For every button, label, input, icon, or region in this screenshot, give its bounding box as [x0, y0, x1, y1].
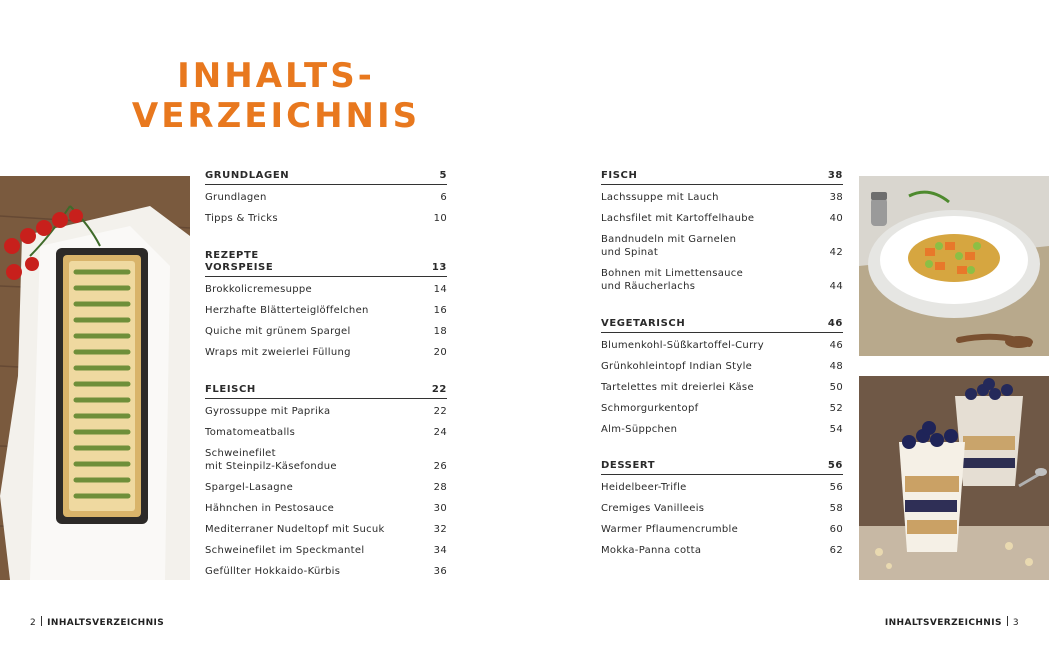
toc-entry[interactable]: Bandnudeln mit Garnelen und Spinat 42: [601, 234, 843, 258]
toc-entry[interactable]: Gyrossuppe mit Paprika 22: [205, 406, 447, 417]
toc-entry[interactable]: Mokka-Panna cotta 62: [601, 545, 843, 556]
toc-entry[interactable]: Quiche mit grünem Spargel 18: [205, 326, 447, 337]
title-line-2: VERZEICHNIS: [131, 96, 421, 136]
section-fisch: [601, 170, 843, 293]
curry-photo: [859, 176, 1049, 356]
trifle-photo: [859, 376, 1049, 580]
toc-entry[interactable]: Lachsfilet mit Kartoffelhaube 40: [601, 213, 843, 224]
toc-entry[interactable]: Alm-Süppchen 54: [601, 424, 843, 435]
toc-entry[interactable]: Wraps mit zweierlei Füllung 20: [205, 347, 447, 358]
toc-entry[interactable]: Herzhafte Blätterteiglöffelchen 16: [205, 305, 447, 316]
toc-entry[interactable]: Spargel-Lasagne 28: [205, 482, 447, 493]
section-heading[interactable]: GRUNDLAGEN 5: [205, 170, 447, 185]
running-title-left: INHALTSVERZEICHNIS: [47, 618, 165, 628]
page-number-right: 3: [1012, 618, 1019, 628]
footer-separator: [41, 616, 42, 626]
toc-entry[interactable]: Schweinefilet im Speckmantel 34: [205, 545, 447, 556]
toc-entry[interactable]: Mediterraner Nudeltopf mit Sucuk 32: [205, 524, 447, 535]
page-title: [126, 56, 426, 136]
toc-entry[interactable]: Heidelbeer-Trifle 56: [601, 482, 843, 493]
page-number-left: 2: [30, 618, 37, 628]
footer-left: [30, 616, 164, 629]
toc-entry[interactable]: Warmer Pflaumencrumble 60: [601, 524, 843, 535]
toc-entry[interactable]: Bohnen mit Limettensauce und Räucherlachs 44: [601, 268, 843, 292]
section-dessert: [601, 460, 843, 557]
toc-entry[interactable]: Schweinefilet mit Steinpilz-Käsefondue 26: [205, 448, 447, 472]
toc-entry[interactable]: Tipps & Tricks 10: [205, 213, 447, 224]
toc-entry[interactable]: Lachssuppe mit Lauch 38: [601, 192, 843, 203]
toc-entry[interactable]: Brokkolicremesuppe 14: [205, 284, 447, 295]
title-line-1: INHALTS-: [177, 56, 375, 96]
footer-separator: [1007, 616, 1008, 626]
section-grundlagen: [205, 170, 447, 225]
toc-entry[interactable]: Tomatomeatballs 24: [205, 427, 447, 438]
toc-entry[interactable]: Grünkohleintopf Indian Style 48: [601, 361, 843, 372]
quiche-photo: [0, 176, 190, 580]
section-heading[interactable]: FISCH 38: [601, 170, 843, 185]
section-heading[interactable]: VEGETARISCH 46: [601, 318, 843, 333]
footer-right: [885, 616, 1019, 629]
section-fleisch: [205, 384, 447, 578]
section-heading[interactable]: REZEPTE VORSPEISE 13: [205, 250, 447, 277]
section-vegetarisch: [601, 318, 843, 436]
section-heading[interactable]: FLEISCH 22: [205, 384, 447, 399]
section-heading[interactable]: DESSERT 56: [601, 460, 843, 475]
toc-entry[interactable]: Hähnchen in Pestosauce 30: [205, 503, 447, 514]
toc-entry[interactable]: Grundlagen 6: [205, 192, 447, 203]
toc-right-column: [601, 170, 843, 590]
toc-entry[interactable]: Blumenkohl-Süßkartoffel-Curry 46: [601, 340, 843, 351]
toc-entry[interactable]: Gefüllter Hokkaido-Kürbis 36: [205, 566, 447, 577]
toc-left-column: [205, 170, 447, 590]
running-title-right: INHALTSVERZEICHNIS: [884, 618, 1002, 628]
toc-entry[interactable]: Schmorgurkentopf 52: [601, 403, 843, 414]
toc-entry[interactable]: Cremiges Vanilleeis 58: [601, 503, 843, 514]
toc-entry[interactable]: Tartelettes mit dreierlei Käse 50: [601, 382, 843, 393]
section-vorspeise: [205, 250, 447, 359]
